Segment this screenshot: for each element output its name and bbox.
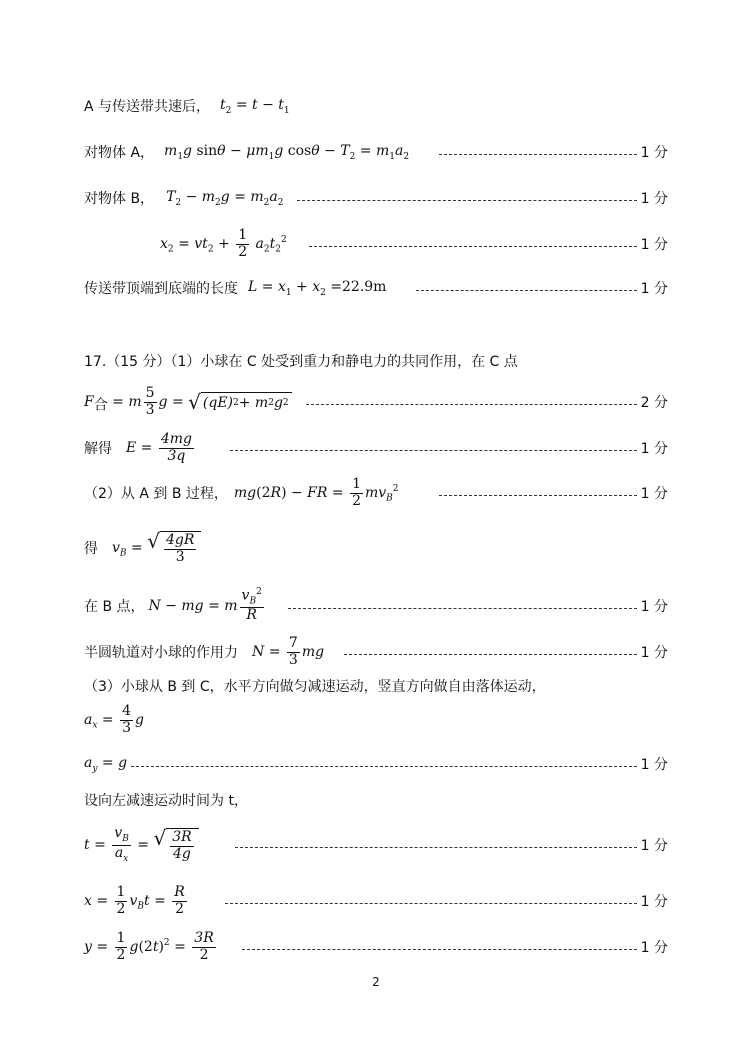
dotted-leader <box>288 608 637 609</box>
score: 1 分 <box>640 237 668 253</box>
line-9 <box>84 525 668 571</box>
dotted-leader <box>297 200 636 201</box>
dotted-leader <box>225 903 637 904</box>
line-2 <box>84 175 668 221</box>
dotted-leader <box>235 847 637 848</box>
formula: $v_B$ = √ $\frac{4gR}{3}$ <box>112 531 201 565</box>
line-0 <box>84 83 668 129</box>
line-8 <box>84 470 668 516</box>
line-text: 17.（15 分）（1）小球在 C 处受到重力和静电力的共同作用，在 C 点 <box>84 354 518 370</box>
dotted-leader <box>439 154 637 155</box>
formula: $F_合 = m$ $\frac{5}{3}$ g = √ (qE) 2 + m 2 g 2 <box>84 386 292 418</box>
score: 1 分 <box>640 894 668 910</box>
score: 1 分 <box>640 486 668 502</box>
score: 1 分 <box>640 757 668 773</box>
line-6 <box>84 379 668 425</box>
line-text: （2）从 A 到 B 过程， <box>84 486 228 502</box>
dotted-leader <box>242 949 637 950</box>
line-1 <box>84 129 668 175</box>
dotted-leader <box>309 246 637 247</box>
line-text: 对物体 A， <box>84 145 155 161</box>
formula: mg(2R) − FR = $\frac{1}{2}$ $mv_B^2$ <box>233 476 399 509</box>
formula: $t_2 = t - t_1$ <box>220 96 290 116</box>
line-text: 对物体 B， <box>84 191 155 207</box>
line-text: 在 B 点， <box>84 599 145 615</box>
dotted-leader <box>416 290 636 291</box>
formula: $T_2 - m_2g = m_2a_2$ <box>166 188 284 208</box>
line-18 <box>84 924 668 970</box>
score: 1 分 <box>640 940 668 956</box>
formula: t = $\frac{v_B}{a_x}$ = √ $\frac{3R}{4g}$ <box>84 826 199 864</box>
dotted-leader <box>230 450 637 451</box>
score: 1 分 <box>640 281 668 297</box>
line-4 <box>84 265 668 311</box>
formula: $x_2 = vt_2$ + $\frac{1}{2}$ $a_2t_2^2$ <box>160 227 287 260</box>
line-text: 解得 <box>84 441 112 457</box>
formula: y = $\frac{1}{2}$ $g(2t)^2$ = $\frac{3R}{2}$ <box>84 930 214 963</box>
score: 2 分 <box>640 395 668 411</box>
line-7 <box>84 425 668 471</box>
score: 1 分 <box>640 838 668 854</box>
line-15 <box>84 777 668 823</box>
formula: $a_y = g$ <box>84 754 128 774</box>
score: 1 分 <box>640 599 668 615</box>
line-text: 半圆轨道对小球的作用力 <box>84 645 238 661</box>
dotted-leader <box>439 495 637 496</box>
formula: x = $\frac{1}{2}$ $v_Bt$ = $\frac{R}{2}$ <box>84 884 185 917</box>
formula: $a_x$ = $\frac{4}{3}$ g <box>84 703 144 736</box>
line-text: 传送带顶端到底端的长度 <box>84 281 238 297</box>
dotted-leader <box>131 766 637 767</box>
line-5 <box>84 338 668 384</box>
formula: N − mg = m $\frac{v_B^2}{R}$ <box>148 587 262 624</box>
line-10 <box>84 583 668 629</box>
score: 1 分 <box>640 145 668 161</box>
page-number: 2 <box>372 975 380 989</box>
line-text: 得 <box>84 541 98 557</box>
line-3 <box>84 221 668 267</box>
formula: $L = x_1 + x_2 =22.9m$ <box>248 278 387 298</box>
formula: N = $\frac{7}{3}$ mg <box>252 635 325 668</box>
line-text: A 与传送带共速后， <box>84 99 211 115</box>
line-text: （3）小球从 B 到 C，水平方向做匀减速运动，竖直方向做自由落体运动， <box>84 679 546 695</box>
score: 1 分 <box>640 441 668 457</box>
score: 1 分 <box>640 645 668 661</box>
formula: $m_1g$ $\sin\theta - \mu m_1g$ $\cos\theta - T_2 = m_1a_2$ <box>164 142 410 162</box>
formula: E = $\frac{4mg}{3q}$ <box>126 431 193 464</box>
line-text: 设向左减速运动时间为 t， <box>84 793 248 809</box>
dotted-leader <box>306 404 637 405</box>
line-13 <box>84 697 668 743</box>
score: 1 分 <box>640 191 668 207</box>
dotted-leader <box>344 654 637 655</box>
line-16 <box>84 822 668 868</box>
line-17 <box>84 878 668 924</box>
